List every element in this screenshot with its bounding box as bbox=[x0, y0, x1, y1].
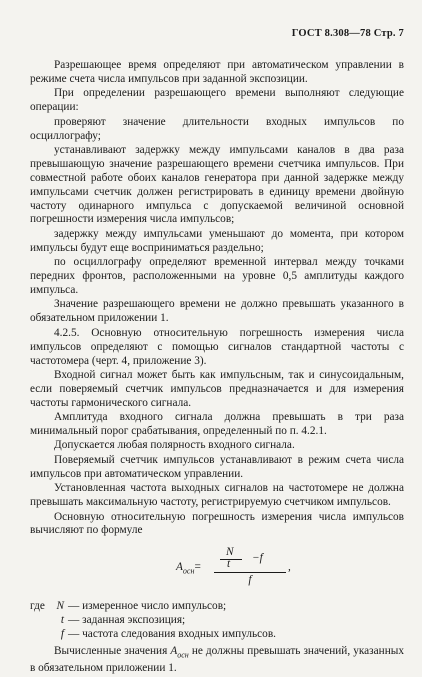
paragraph: 4.2.5. Основную относительную погрешность измерения числа импульсов определяют с помощью сигналов стандартной частоты с частотомера (черт. 4, приложение 3). bbox=[30, 326, 404, 367]
paragraph: задержку между импульсами уменьшают до момента, при котором импульсы будут еще восприниматься раздельно; bbox=[30, 227, 404, 254]
formula: $A_{осн}=$ N t −f f , bbox=[176, 546, 291, 587]
paragraph: Установленная частота выходных сигналов на частотомере не должна превышать максимальную частоту, регистрируемую счетчиком импульсов. bbox=[30, 482, 404, 509]
definition-row: где N — измеренное число импульсов; bbox=[30, 600, 227, 613]
formula-lhs: $A_{осн}=$ bbox=[176, 561, 201, 576]
paragraph: Входной сигнал может быть как импульсным, так и синусоидальным, если поверяемый счетчик импульсов предназначается и для измерения частоты гармонического сигнала. bbox=[30, 368, 404, 409]
paragraph: Допускается любая полярность входного сигнала. bbox=[54, 439, 295, 452]
closing-paragraph: Вычисленные значения $A_{осн}$ не должны превышать значений, указанных в обязательном приложении 1. bbox=[30, 645, 404, 675]
formula-fraction bbox=[214, 546, 286, 588]
definition-row: t — заданная экспозиция; bbox=[60, 614, 186, 627]
paragraph: Значение разрешающего времени не должно превышать указанного в обязательном приложении 1. bbox=[30, 298, 404, 325]
paragraph: При определении разрешающего времени выполняют следующие операции: bbox=[30, 87, 404, 114]
paragraph: Основную относительную погрешность измерения числа импульсов вычисляют по формуле bbox=[30, 510, 404, 537]
paragraph: проверяют значение длительности входных импульсов по осциллографу; bbox=[30, 115, 404, 142]
paragraph: по осциллографу определяют временной интервал между точками передних фронтов, расположенными на уровне 0,5 амплитуды каждого импульса. bbox=[30, 256, 404, 296]
symbol-definitions bbox=[30, 600, 404, 642]
paragraph: устанавливают задержку между импульсами каналов в два раза превышающую значение разрешающего времени счетчика импульсов. При совместной работе обоих каналов генератора при данной задержке между импульсами счетчик должен регистрировать в единицу времени двойную частоту одинарного импульса с допускаемой величиной основной погрешности измерения числа импульсов; bbox=[30, 143, 404, 226]
paragraph: Амплитуда входного сигнала должна превышать в три раза минимальный порог срабатывания, определенный по п. 4.2.1. bbox=[30, 411, 404, 438]
page-header: ГОСТ 8.308—78 Стр. 7 bbox=[291, 28, 404, 39]
paragraph: Поверяемый счетчик импульсов устанавливают в режим счета числа импульсов при автоматическом управлении. bbox=[30, 453, 404, 480]
inner-fraction-bar bbox=[220, 559, 242, 560]
formula-denominator: f bbox=[248, 574, 252, 587]
paragraph: Разрешающее время определяют при автоматическом управлении в режиме счета числа импульсов при заданной экспозиции. bbox=[30, 59, 404, 85]
document-body bbox=[30, 59, 404, 677]
formula-numerator: N t −f bbox=[214, 546, 286, 568]
definition-row: f — частота следования входных импульсов. bbox=[60, 628, 276, 641]
